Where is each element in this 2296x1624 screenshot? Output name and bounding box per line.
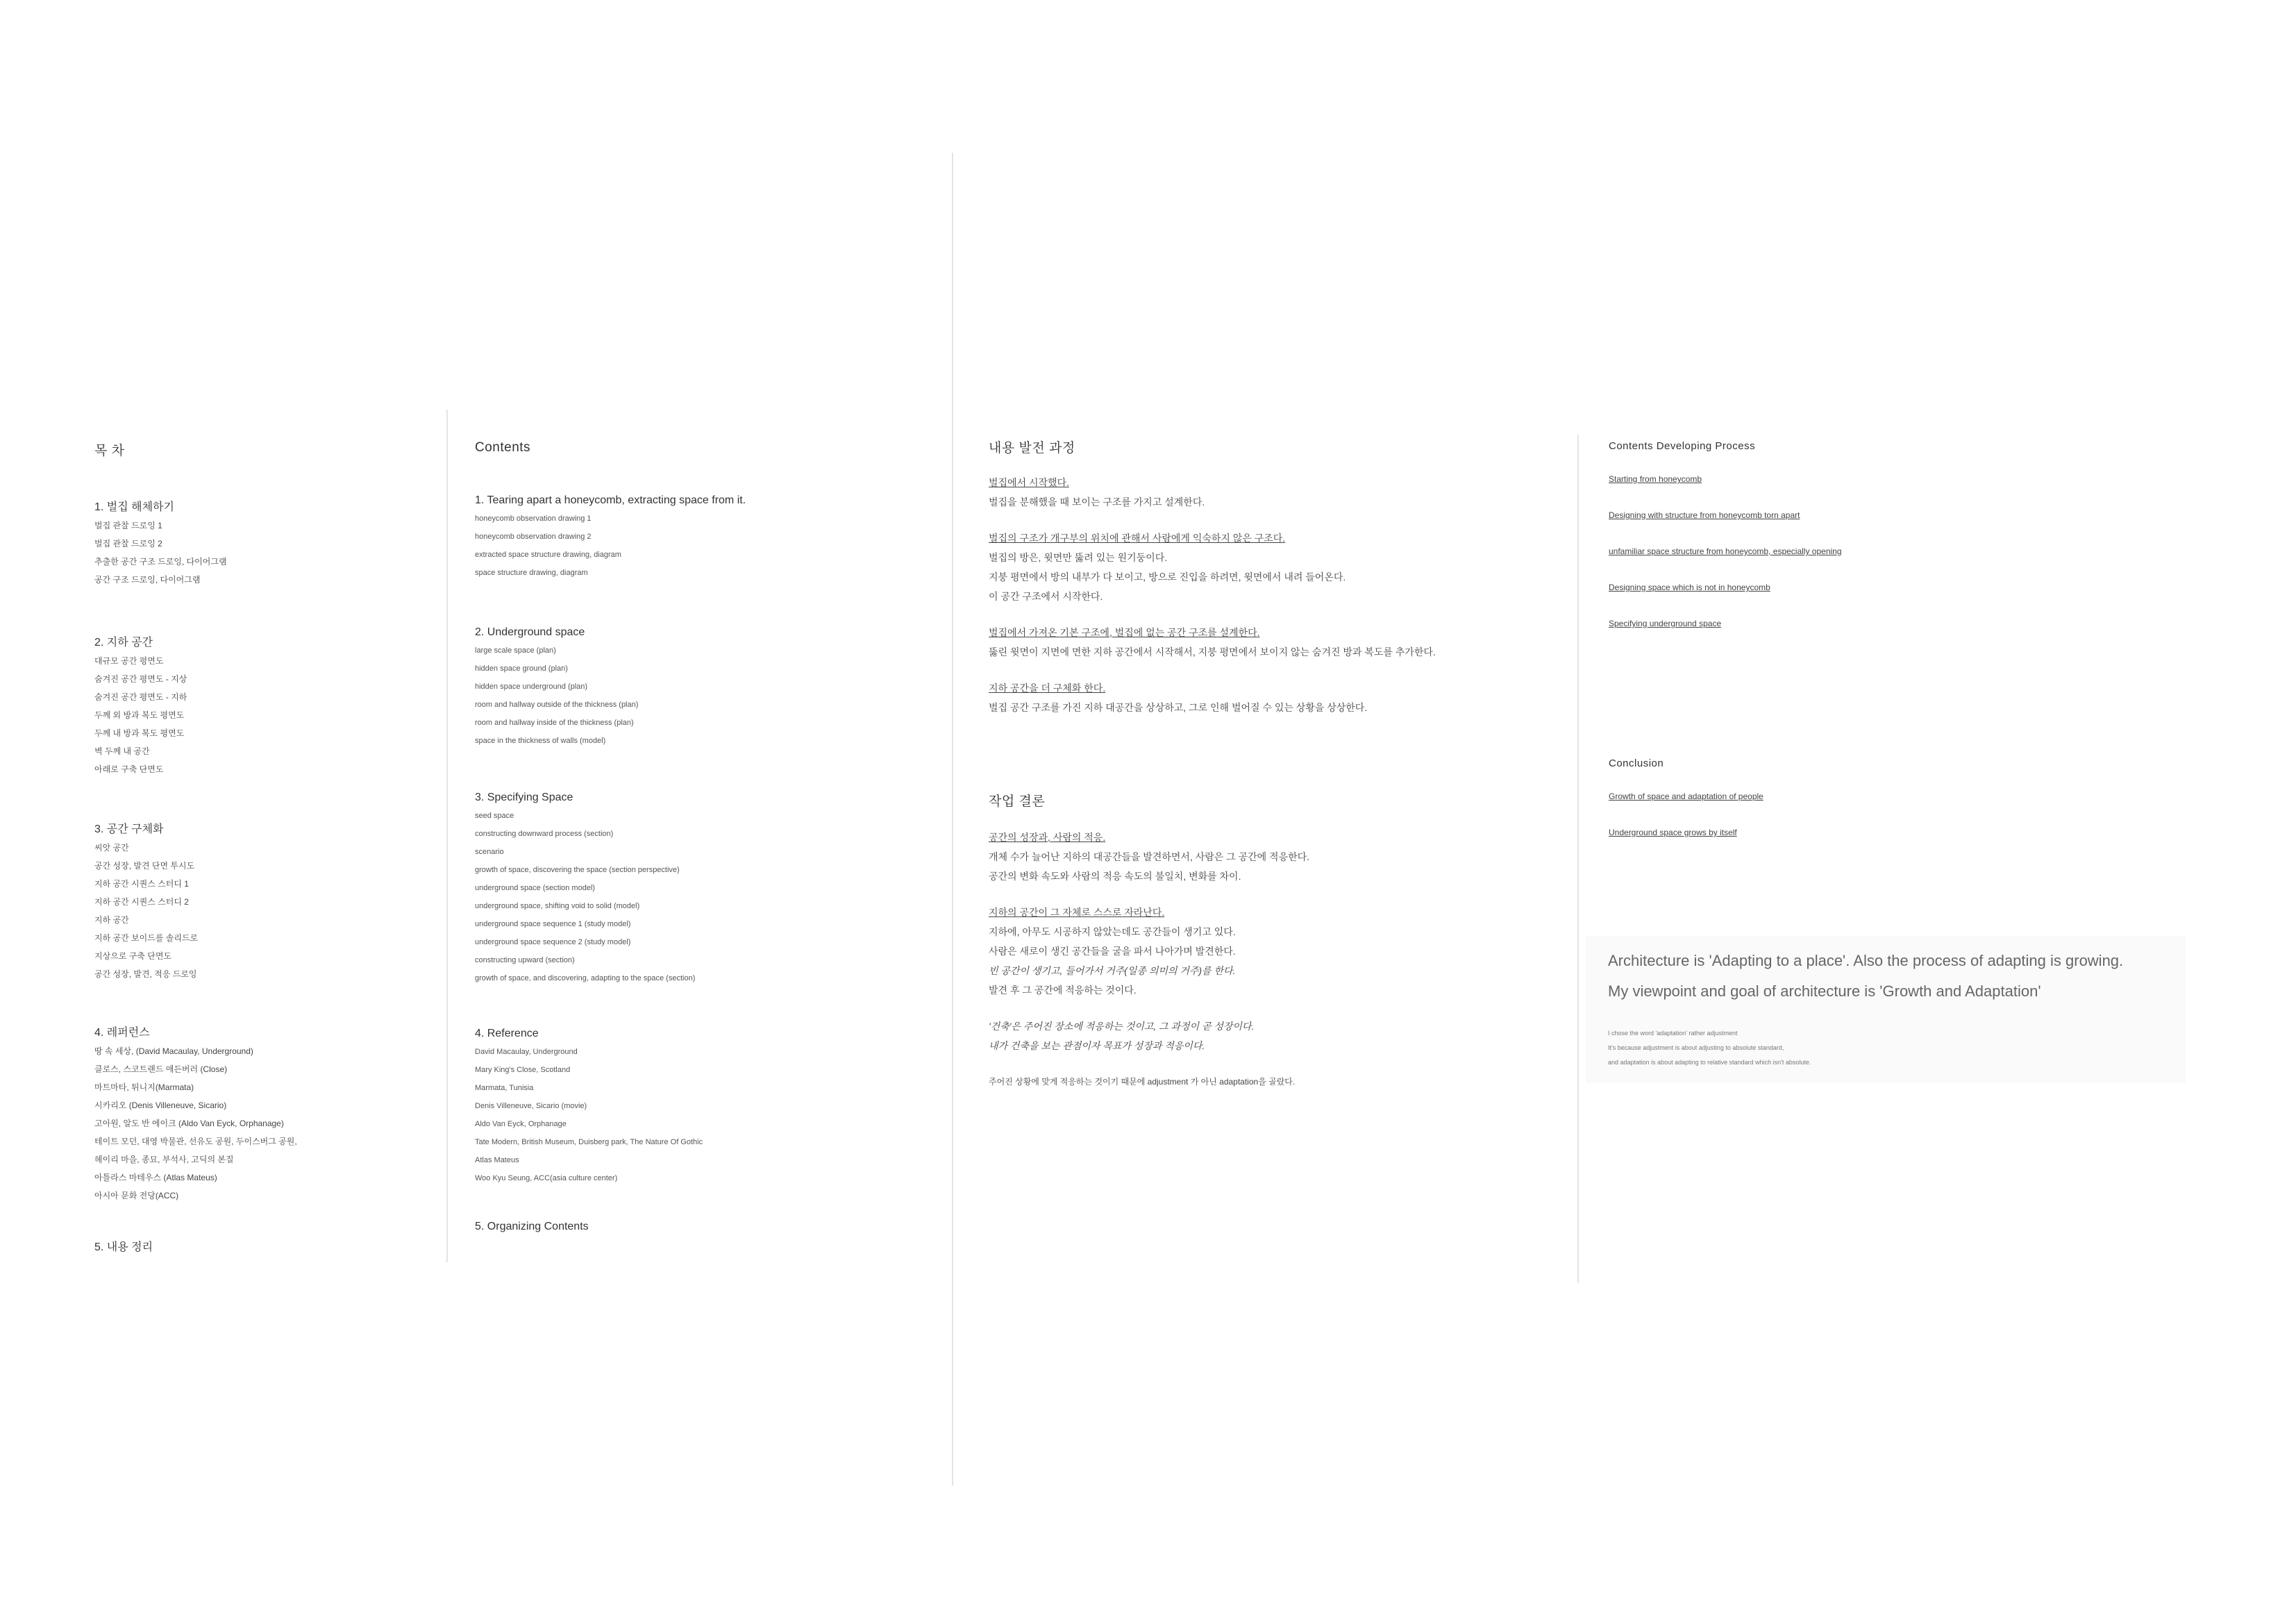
toc-ko-section-heading: 1. 벌집 해체하기 [94,501,174,513]
toc-ko-item: 클로스, 스코트랜드 애든버러 (Close) [94,1064,228,1074]
toc-ko-item: 두께 내 방과 복도 평면도 [94,728,185,738]
process-ko-lead: 벌집의 구조가 개구부의 위치에 관해서 사람에게 익숙하지 않은 구조다. [989,533,1286,544]
process-en-link: unfamiliar space structure from honeycomb, especially opening [1609,546,1842,556]
toc-ko-item: 숨겨진 공간 평면도 - 지하 [94,692,187,702]
toc-ko-title: 목 차 [94,444,125,458]
statement-box [1586,936,2186,1083]
toc-en-item: growth of space, discovering the space (section perspective) [475,866,680,874]
toc-en-item: Woo Kyu Seung, ACC(asia culture center) [475,1174,618,1182]
toc-en-item: underground space (section model) [475,884,596,892]
process-ko-line: 뚫린 윗면이 지면에 면한 지하 공간에서 시작해서, 지붕 평면에서 보이지 않는 숨겨진 방과 복도를 추가한다. [989,646,1436,658]
process-en-link: Designing with structure from honeycomb torn apart [1609,510,1800,520]
toc-en-section-2 [475,626,926,750]
toc-ko-section-2 [94,633,428,778]
toc-en-section-heading: 1. Tearing apart a honeycomb, extracting space from it. [475,494,746,506]
toc-en-item: room and hallway outside of the thickness (plan) [475,701,639,709]
conclusion-ko-block-1 [989,828,1558,886]
statement-line: Architecture is 'Adapting to a place'. Also the process of adapting is growing. [1608,952,2124,969]
toc-en-item: Mary King's Close, Scotland [475,1066,571,1074]
toc-ko-item: 지하 공간 시퀀스 스터디 2 [94,897,189,907]
toc-ko-section-heading: 4. 레퍼런스 [94,1027,150,1039]
toc-en-item: space in the thickness of walls (model) [475,737,606,745]
conclusion-ko-block-2 [989,903,1558,1000]
toc-ko-item: 땅 속 세상, (David Macaulay, Underground) [94,1046,253,1056]
statement-note: and adaptation is about adapting to relative standard which isn't absolute. [1608,1059,1811,1066]
conclusion-en-link: Growth of space and adaptation of people [1609,792,1763,801]
toc-en-title: Contents [475,440,531,455]
toc-en-section-3 [475,792,926,987]
toc-en-item: honeycomb observation drawing 2 [475,533,592,541]
process-en-links [1609,474,2234,628]
conclusion-en-link: Underground space grows by itself [1609,828,1737,837]
statement-note: I chose the word 'adaptation' rather adjustment [1608,1030,1738,1037]
toc-ko-section-heading: 2. 지하 공간 [94,637,153,648]
conclusion-ko-lead: 공간의 성장과, 사람의 적응. [989,832,1106,843]
process-ko-title: 내용 발전 과정 [989,441,1075,455]
conclusion-ko-block-3 [989,1016,1558,1055]
toc-en-item: space structure drawing, diagram [475,569,588,577]
conclusion-ko-line: 사람은 새로이 생긴 공간들을 굴을 파서 나아가며 발견한다. [989,946,1236,957]
process-korean [989,437,1558,1091]
toc-ko-item: 아래로 구축 단면도 [94,764,164,774]
toc-ko-item: 시카리오 (Denis Villeneuve, Sicario) [94,1100,227,1110]
toc-ko-item: 마트마타, 튀니지(Marmata) [94,1082,194,1092]
toc-en-item: underground space, shifting void to solid (model) [475,902,640,910]
toc-ko-item: 대규모 공간 평면도 [94,656,164,666]
conclusion-ko-title: 작업 결론 [989,794,1046,809]
toc-en-item: hidden space ground (plan) [475,664,568,673]
toc-ko-section-4 [94,1023,428,1205]
conclusion-ko-quote: 내가 건축을 보는 관점이자 목표가 성장과 적응이다. [989,1040,1205,1051]
divider-left-page [446,410,448,1262]
statement-note: It's because adjustment is about adjusting to absolute standard, [1608,1044,1784,1051]
process-ko-line: 지붕 평면에서 방의 내부가 다 보이고, 방으로 진입을 하려면, 윗면에서 내려 들어온다. [989,571,1346,583]
process-en-link: Specifying underground space [1609,619,1722,628]
toc-ko-item: 공간 성장, 발견, 적응 드로잉 [94,969,197,979]
toc-en-section-4 [475,1028,926,1187]
toc-ko-item: 벽 두께 내 공간 [94,746,150,756]
toc-en-item: constructing upward (section) [475,956,575,964]
conclusion-ko-lead: 지하의 공간이 그 자체로 스스로 자라난다. [989,907,1165,918]
process-english [1609,440,2234,837]
divider-right-page [1577,435,1579,1283]
toc-en-section-heading: 4. Reference [475,1028,539,1039]
conclusion-ko-line: 빈 공간이 생기고, 들어가서 거주(일종 의미의 거주)를 한다. [989,965,1236,976]
toc-ko-item: 지하 공간 시퀀스 스터디 1 [94,879,189,889]
toc-en-item: underground space sequence 1 (study model) [475,920,631,928]
conclusion-ko-line: 개체 수가 늘어난 지하의 대공간들을 발견하면서, 사람은 그 공간에 적응한다. [989,851,1310,862]
process-ko-lead: 벌집에서 시작했다. [989,477,1069,488]
process-ko-line: 이 공간 구조에서 시작한다. [989,591,1103,602]
toc-en-section-heading: 3. Specifying Space [475,792,573,803]
toc-en-item: constructing downward process (section) [475,830,614,838]
toc-en-item: seed space [475,812,514,820]
conclusion-en-links [1609,792,2234,837]
toc-en-item: scenario [475,848,504,856]
toc-en-section-heading: 2. Underground space [475,626,585,638]
toc-ko-item: 숨겨진 공간 평면도 - 지상 [94,674,187,684]
conclusion-en-title: Conclusion [1609,757,1664,769]
conclusion-ko-line: 공간의 변화 속도와 사람의 적응 속도의 불일치, 변화를 차이. [989,871,1241,882]
toc-english [475,440,926,1236]
process-en-link: Starting from honeycomb [1609,474,1702,484]
toc-en-item: large scale space (plan) [475,646,556,655]
toc-en-section-1 [475,494,926,582]
toc-ko-item: 아틀라스 마테우스 (Atlas Mateus) [94,1173,217,1182]
toc-en-item: honeycomb observation drawing 1 [475,514,592,523]
toc-en-item: room and hallway inside of the thickness (plan) [475,719,634,727]
divider-spread-center [952,153,953,1486]
process-ko-block-1 [989,473,1558,512]
toc-ko-item: 두께 외 방과 복도 평면도 [94,710,185,720]
process-ko-block-3 [989,623,1558,662]
toc-ko-item: 헤이리 마을, 종묘, 부석사, 고딕의 본질 [94,1155,234,1164]
toc-ko-section-1 [94,498,428,589]
toc-en-item: extracted space structure drawing, diagram [475,551,621,559]
toc-ko-item: 고아원, 알도 반 에이크 (Aldo Van Eyck, Orphanage) [94,1119,284,1128]
toc-en-item: Denis Villeneuve, Sicario (movie) [475,1102,587,1110]
toc-ko-item: 지하 공간 [94,915,129,925]
process-ko-lead: 벌집에서 가져온 기본 구조에, 벌집에 없는 공간 구조를 설계한다. [989,627,1260,638]
toc-en-item: growth of space, and discovering, adapting to the space (section) [475,974,696,982]
process-ko-line: 벌집 공간 구조를 가진 지하 대공간을 상상하고, 그로 인해 벌어질 수 있는 상황을 상상한다. [989,702,1368,713]
conclusion-ko-quote: '건축'은 주어진 장소에 적응하는 것이고, 그 과정이 곧 성장이다. [989,1021,1255,1032]
toc-ko-section-5 [94,1238,428,1254]
toc-ko-item: 공간 구조 드로잉, 다이어그램 [94,575,201,585]
conclusion-ko-line: 지하에, 아무도 시공하지 않았는데도 공간들이 생기고 있다. [989,926,1236,937]
process-ko-line: 벌집을 분해했을 때 보이는 구조를 가지고 설계한다. [989,496,1205,508]
toc-en-item: David Macaulay, Underground [475,1048,578,1056]
process-en-link: Designing space which is not in honeycomb [1609,583,1770,592]
toc-en-item: underground space sequence 2 (study model) [475,938,631,946]
toc-ko-item: 아시아 문화 전당(ACC) [94,1191,179,1200]
toc-en-item: Aldo Van Eyck, Orphanage [475,1120,567,1128]
conclusion-ko-block-4 [989,1072,1558,1091]
toc-ko-item: 공간 성장, 발견 단면 투시도 [94,861,195,871]
toc-en-item: Atlas Mateus [475,1156,519,1164]
process-ko-block-2 [989,528,1558,606]
toc-ko-item: 테이트 모던, 대영 박물관, 선유도 공원, 두이스버그 공원, [94,1137,297,1146]
process-ko-lead: 지하 공간을 더 구체화 한다. [989,683,1106,694]
conclusion-ko-line: 발견 후 그 공간에 적응하는 것이다. [989,985,1137,996]
toc-ko-item: 지상으로 구축 단면도 [94,951,171,961]
process-en-title: Contents Developing Process [1609,440,1756,452]
statement-line: My viewpoint and goal of architecture is 'Growth and Adaptation' [1608,982,2041,1000]
toc-en-item: Tate Modern, British Museum, Duisberg park, The Nature Of Gothic [475,1138,703,1146]
conclusion-ko-line: 주어진 상황에 맞게 적응하는 것이기 때문에 adjustment 가 아닌 adaptation을 골랐다. [989,1077,1296,1087]
toc-ko-item: 벌집 관찰 드로잉 2 [94,539,162,549]
toc-ko-item: 추출한 공간 구조 드로잉, 다이어그램 [94,557,227,567]
toc-en-section-heading: 5. Organizing Contents [475,1221,589,1232]
toc-en-item: hidden space underground (plan) [475,683,588,691]
toc-en-section-5 [475,1221,926,1233]
toc-en-item: Marmata, Tunisia [475,1084,534,1092]
toc-ko-section-heading: 3. 공간 구체화 [94,823,164,835]
toc-ko-item: 벌집 관찰 드로잉 1 [94,521,162,530]
toc-ko-section-heading: 5. 내용 정리 [94,1241,153,1253]
toc-korean [94,440,428,1257]
process-ko-block-4 [989,678,1558,717]
toc-ko-item: 지하 공간 보이드를 솔리드로 [94,933,199,943]
process-ko-line: 벌집의 방은, 윗면만 뚫려 있는 원기둥이다. [989,552,1168,563]
toc-ko-item: 씨앗 공간 [94,843,129,853]
toc-ko-section-3 [94,820,428,983]
